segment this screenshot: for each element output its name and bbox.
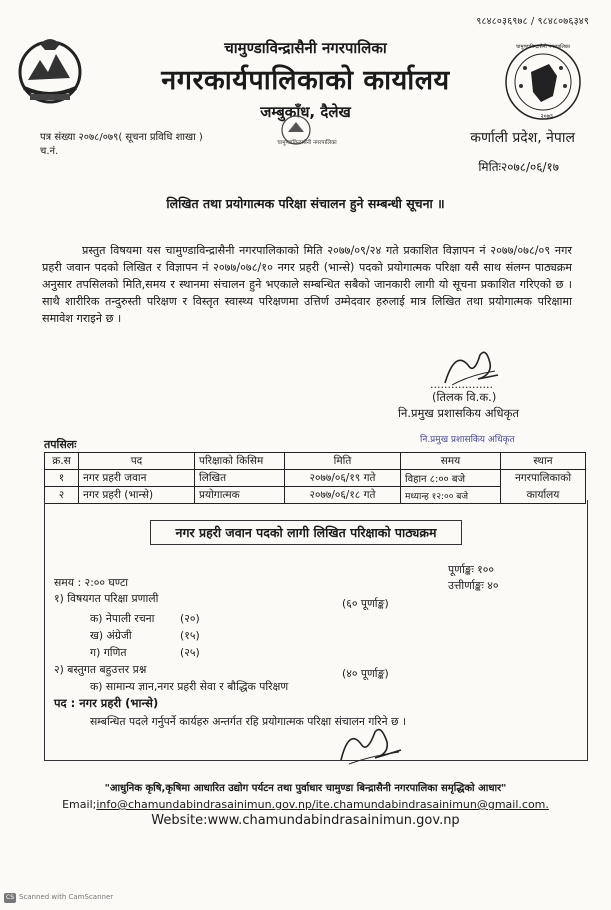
phone-numbers: ९८४८०३६९७८ / ९८४८०७६३४९ xyxy=(476,16,589,27)
table-cell: १ xyxy=(45,470,79,487)
table-cell: नगर प्रहरी (भान्से) xyxy=(79,487,195,504)
scanner-text: Scanned with CamScanner xyxy=(19,893,114,901)
right-emblem-text: चामुण्डाविन्द्रासैनी नगरपालिका xyxy=(515,44,570,50)
col-header: समय xyxy=(401,453,501,470)
subject-marks: (२५) xyxy=(180,646,200,659)
signer-title: नि.प्रमुख प्रशासकिय अधिकृत xyxy=(398,406,519,420)
dispatch-number: च.नं. xyxy=(40,146,59,157)
table-cell: लिखित xyxy=(195,470,285,487)
footer-email xyxy=(0,798,611,811)
signer-name: (तिलक वि.क.) xyxy=(432,390,497,404)
notice-subject: लिखित तथा प्रयोगात्मक परिक्षा संचालन हुने सम्बन्धी सूचना ॥ xyxy=(166,196,445,211)
pass-marks: उत्तीर्णाङ्कः ४० xyxy=(448,579,499,592)
col-header: क्र.स xyxy=(45,453,79,470)
table-cell: प्रयोगात्मक xyxy=(195,487,285,504)
subject-marks: (१५) xyxy=(180,629,200,642)
details-label: तपसिलः xyxy=(44,438,77,451)
full-marks: पूर्णाङ्कः १०० xyxy=(448,563,495,576)
section-2-title: २) बस्तुगत बहुउत्तर प्रश्न xyxy=(54,663,147,676)
right-emblem-year: २०७३ xyxy=(540,113,553,120)
subject-item: ख) अंग्रेजी xyxy=(90,629,132,642)
subject-item: क) नेपाली रचना xyxy=(90,612,155,625)
table-cell: विहान ८:०० बजे xyxy=(401,470,501,487)
footer-motto: "आधुनिक कृषि,कृषिमा आधारित उद्योग पर्यटन तथा पुर्वाधार चामुण्डा बिन्द्रासैनी नगरपालिका समृद्धिको आधार" xyxy=(104,783,507,794)
org-name: चामुण्डाविन्द्रासैनी नगरपालिका xyxy=(224,39,387,57)
table-cell: नगरपालिकाको xyxy=(501,470,586,487)
subject-marks: (२०) xyxy=(180,612,200,625)
scanner-watermark xyxy=(4,893,113,903)
col-header: पद xyxy=(79,453,195,470)
syllabus-title: नगर प्रहरी जवान पदको लागी लिखित परिक्षाको पाठ्यक्रम xyxy=(150,520,462,545)
province: कर्णाली प्रदेश, नेपाल xyxy=(470,130,575,146)
stamp-title: नि.प्रमुख प्रशासकिय अधिकृत xyxy=(420,435,515,445)
office-name: नगरकार्यपालिकाको कार्यालय xyxy=(161,65,450,96)
email-link[interactable]: info@chamundabindrasainimun.gov.np/ite.chamundabindrasainimun@gmail.com. xyxy=(96,798,549,811)
post-label: पद : नगर प्रहरी (भान्से) xyxy=(54,696,159,710)
reference-number: पत्र संख्या २०७८/०७९( सूचना प्रविधि शाखा ) xyxy=(40,132,203,143)
col-header: मिति xyxy=(285,453,401,470)
signature-line: .................. xyxy=(430,378,493,391)
exam-time: समय : २:०० घण्टा xyxy=(54,576,129,589)
footer-website[interactable]: Website:www.chamundabindrasainimun.gov.np xyxy=(151,813,460,828)
table-cell: २०७७/०६/१९ गते xyxy=(285,470,401,487)
camscanner-icon: CS xyxy=(6,894,14,901)
col-header: परिक्षाको किसिम xyxy=(195,453,285,470)
section-1-title: १) विषयगत परिक्षा प्रणाली xyxy=(54,592,159,605)
table-cell: मध्यान्ह १२:०० बजे xyxy=(401,487,501,504)
email-label: Email; xyxy=(62,798,97,811)
table-cell: नगर प्रहरी जवान xyxy=(79,470,195,487)
exam-schedule-table xyxy=(44,452,586,504)
letter-date: मितिः२०७८/०६/१७ xyxy=(478,160,559,174)
office-seal-icon xyxy=(268,112,348,182)
table-row xyxy=(45,470,586,487)
signature-icon xyxy=(335,720,405,770)
table-header-row xyxy=(45,453,586,470)
notice-body: प्रस्तुत विषयमा यस चामुण्डाविन्द्रासैनी नगरपालिकाको मिति २०७७/०९/२४ गते प्रकाशित विज्ञापन नं २०७७/०७८/०९ नगर प्रहरी जवान पदको लिखित र विज्ञापन नं २०७७/०७८/१० नगर प्रहरी (भान्से) पदको प्रयोगात्मक परिक्षा यसै साथ संलग्न पाठ्यक्रम अनुसार तपसिलको मिति,समय र स्थानमा संचालन हुने भएकाले सम्बन्धित सबैको जानकारी लागी यो सूचना प्रकाशित गरिएको छ । साथै शारीरिक तन्दुरुस्ती परिक्षण र विस्तृत स्वास्थ्य परिक्षणमा उत्तिर्ण उम्मेदवार हरुलाई मात्र लिखित तथा प्रयोगात्मक परिक्षामा समावेश गराइने छ । xyxy=(42,244,572,325)
section-2-marks: (४० पूर्णाङ्क) xyxy=(342,667,389,680)
table-cell: कार्यालय xyxy=(501,487,586,504)
place-name: जम्बुकाँध, दैलेख xyxy=(260,103,351,121)
seal-text: चामुण्डाविन्द्रासैनी नगरपालिका xyxy=(277,140,337,146)
table-cell: २०७७/०६/१८ गते xyxy=(285,487,401,504)
section-1-marks: (६० पूर्णाङ्क) xyxy=(342,597,389,610)
col-header: स्थान xyxy=(501,453,586,470)
post-description: सम्बन्धित पदले गर्नुपर्ने कार्यहरु अन्तर्गत रहि प्रयोगात्मक परिक्षा संचालन गरिने छ । xyxy=(90,715,407,728)
section-2-item: क) सामान्य ज्ञान,नगर प्रहरी सेवा र बौद्धिक परिक्षण xyxy=(90,680,289,693)
subject-item: ग) गणित xyxy=(90,646,127,659)
table-cell: २ xyxy=(45,487,79,504)
